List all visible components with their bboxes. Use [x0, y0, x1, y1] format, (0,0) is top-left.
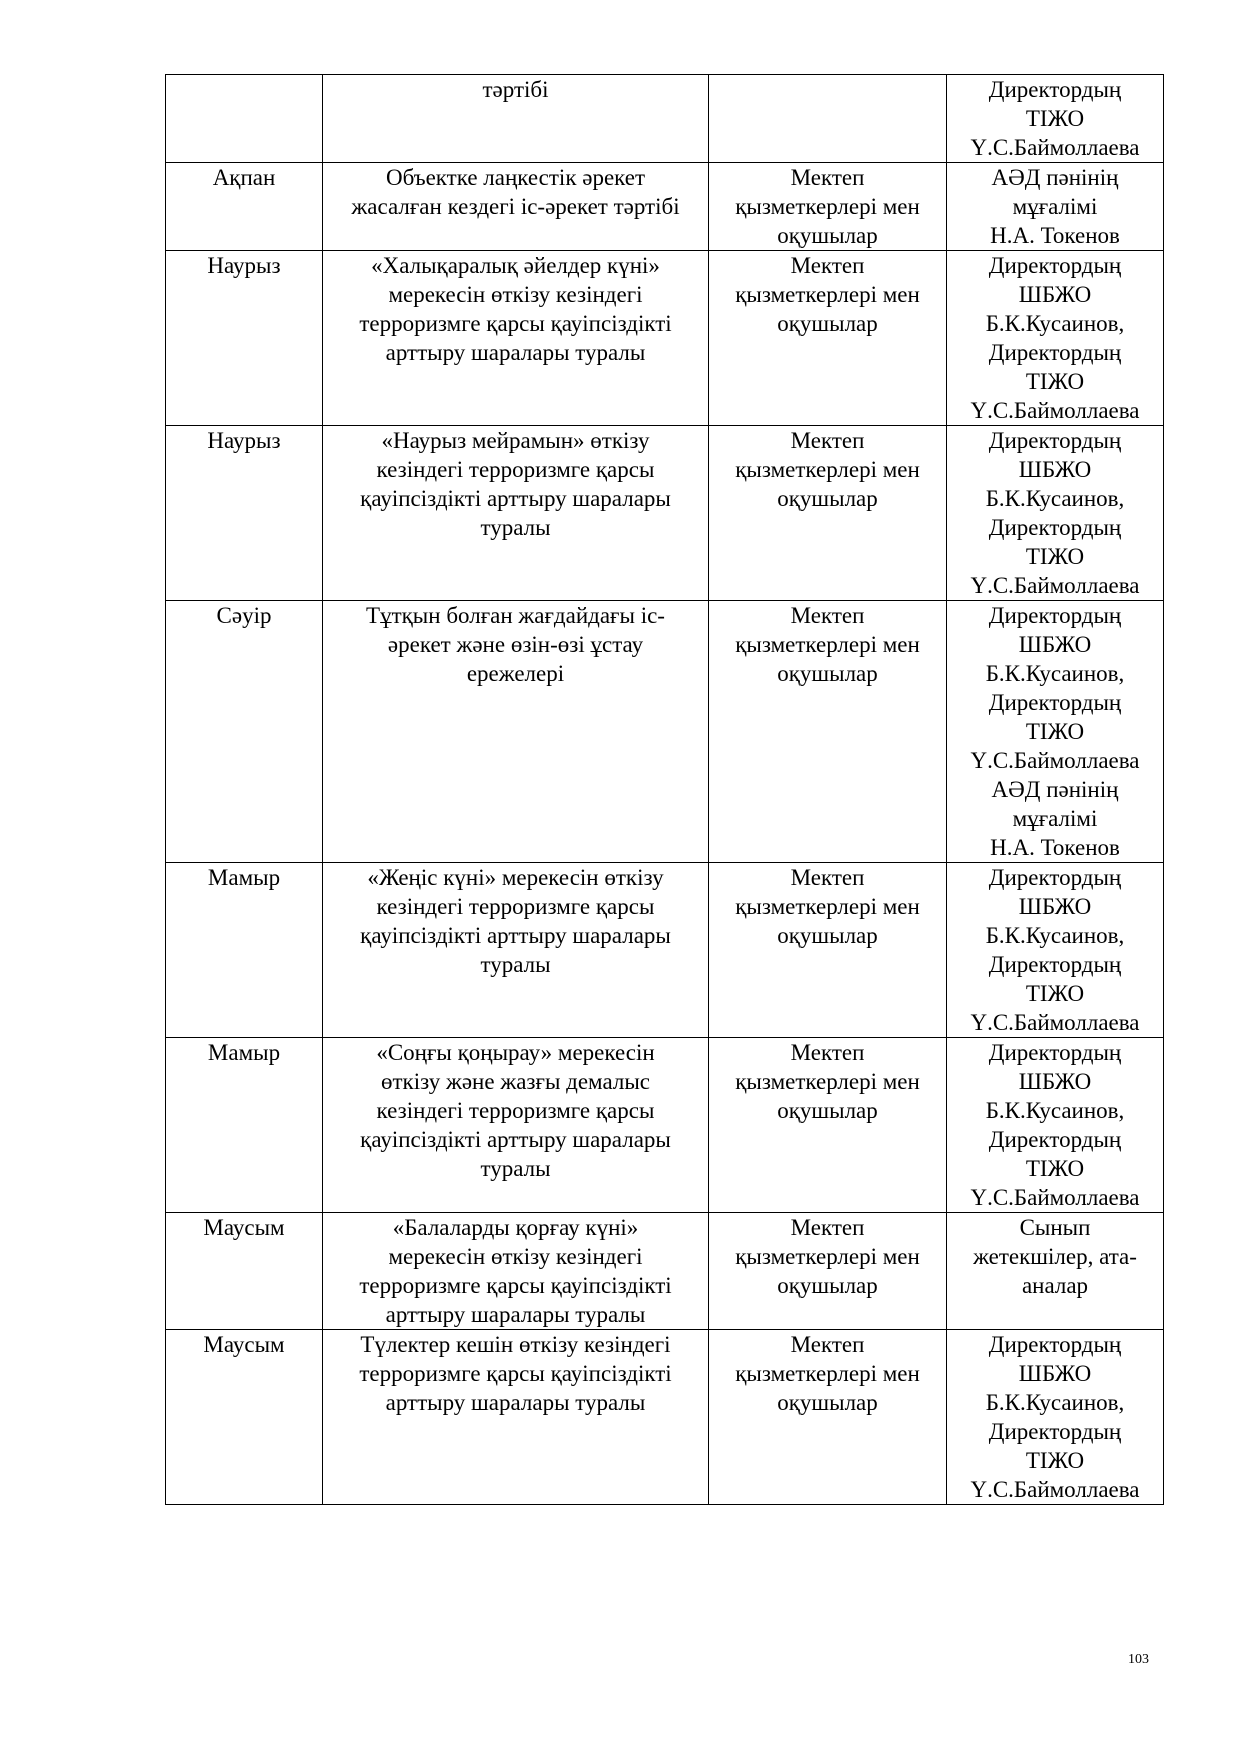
cell-line: жетекшілер, ата- — [973, 1244, 1137, 1269]
cell-line: туралы — [480, 1156, 551, 1181]
cell-line: Директордың — [988, 428, 1122, 453]
event-cell — [323, 601, 709, 863]
cell-line: өткізу және жазғы демалыс — [380, 1069, 650, 1094]
cell-line: Н.А. Токенов — [990, 223, 1120, 248]
cell-line: Мектеп — [790, 1332, 865, 1357]
responsible-cell — [947, 601, 1164, 863]
cell-line: кезіндегі терроризмге қарсы — [376, 894, 655, 919]
event-cell — [323, 1330, 709, 1505]
cell-line: арттыру шаралары туралы — [385, 340, 646, 365]
cell-line: қауіпсіздікті арттыру шаралары — [360, 486, 671, 511]
month-cell — [166, 426, 323, 601]
cell-line: Түлектер кешін өткізу кезіндегі — [360, 1332, 671, 1357]
month-cell — [166, 601, 323, 863]
cell-line: арттыру шаралары туралы — [385, 1390, 646, 1415]
cell-line: ТІЖО — [1025, 1156, 1085, 1181]
cell-line: Директордың — [988, 515, 1122, 540]
cell-line: оқушылар — [777, 486, 878, 511]
cell-line: «Соңғы қоңырау» мерекесін — [376, 1040, 655, 1065]
cell-line: қызметкерлері мен — [735, 632, 920, 657]
cell-line: қызметкерлері мен — [735, 457, 920, 482]
cell-line: Объектке лаңкестік әрекет — [385, 165, 646, 190]
cell-line: ТІЖО — [1025, 981, 1085, 1006]
participants-cell — [709, 1038, 947, 1213]
cell-line: қызметкерлері мен — [735, 1069, 920, 1094]
cell-line: қауіпсіздікті арттыру шаралары — [360, 923, 671, 948]
cell-line: қауіпсіздікті арттыру шаралары — [360, 1127, 671, 1152]
event-cell — [323, 1038, 709, 1213]
cell-line: Маусым — [203, 1332, 285, 1357]
cell-line: мұғалімі — [1012, 806, 1098, 831]
responsible-cell — [947, 251, 1164, 426]
participants-cell — [709, 1330, 947, 1505]
plan-table-body — [166, 75, 1164, 1505]
table-row — [166, 251, 1164, 426]
cell-line: «Наурыз мейрамын» өткізу — [381, 428, 650, 453]
cell-line: ТІЖО — [1025, 369, 1085, 394]
responsible-cell — [947, 1330, 1164, 1505]
cell-line: аналар — [1021, 1273, 1089, 1298]
cell-line: Сынып — [1019, 1215, 1091, 1240]
event-cell — [323, 75, 709, 163]
cell-line: Директордың — [988, 1127, 1122, 1152]
cell-line: кезіндегі терроризмге қарсы — [376, 1098, 655, 1123]
cell-line: АӘД пәнінің — [991, 777, 1119, 802]
responsible-cell — [947, 75, 1164, 163]
cell-line: Директордың — [988, 340, 1122, 365]
cell-line: Сәуір — [216, 603, 272, 628]
cell-line: әрекет және өзін-өзі ұстау — [387, 632, 644, 657]
cell-line: Наурыз — [207, 253, 281, 278]
cell-line: «Халықаралық әйелдер күні» — [371, 253, 660, 278]
cell-line: ТІЖО — [1025, 106, 1085, 131]
table-row — [166, 75, 1164, 163]
cell-line: терроризмге қарсы қауіпсіздікті — [359, 311, 672, 336]
participants-cell — [709, 601, 947, 863]
cell-line: Ақпан — [212, 165, 276, 190]
event-cell — [323, 163, 709, 251]
cell-line: Тұтқын болған жағдайдағы іс- — [366, 603, 665, 628]
cell-line: Мектеп — [790, 865, 865, 890]
month-cell — [166, 163, 323, 251]
cell-line: Ү.С.Баймоллаева — [970, 1477, 1140, 1502]
responsible-cell — [947, 426, 1164, 601]
cell-line: ережелері — [466, 661, 565, 686]
participants-cell — [709, 426, 947, 601]
responsible-cell — [947, 163, 1164, 251]
table-row — [166, 1213, 1164, 1330]
participants-cell — [709, 863, 947, 1038]
cell-line: мұғалімі — [1012, 194, 1098, 219]
cell-line: Мектеп — [790, 253, 865, 278]
cell-line: ТІЖО — [1025, 544, 1085, 569]
cell-line: Директордың — [988, 952, 1122, 977]
cell-line: кезіндегі терроризмге қарсы — [376, 457, 655, 482]
cell-line: Б.К.Кусаинов, — [985, 661, 1125, 686]
cell-line: Ү.С.Баймоллаева — [970, 748, 1140, 773]
cell-line: «Жеңіс күні» мерекесін өткізу — [367, 865, 664, 890]
cell-line: Директордың — [988, 1040, 1122, 1065]
cell-line: Ү.С.Баймоллаева — [970, 398, 1140, 423]
cell-line: оқушылар — [777, 661, 878, 686]
cell-line: қызметкерлері мен — [735, 1244, 920, 1269]
cell-line: АӘД пәнінің — [991, 165, 1119, 190]
cell-line: Мектеп — [790, 1215, 865, 1240]
month-cell — [166, 75, 323, 163]
cell-line: Ү.С.Баймоллаева — [970, 135, 1140, 160]
month-cell — [166, 863, 323, 1038]
table-row — [166, 601, 1164, 863]
responsible-cell — [947, 863, 1164, 1038]
cell-line: оқушылар — [777, 1390, 878, 1415]
cell-line: Мектеп — [790, 165, 865, 190]
cell-line: мерекесін өткізу кезіндегі — [388, 1244, 643, 1269]
cell-line: туралы — [480, 515, 551, 540]
cell-line: Директордың — [988, 603, 1122, 628]
cell-line: Б.К.Кусаинов, — [985, 486, 1125, 511]
cell-line: оқушылар — [777, 1273, 878, 1298]
cell-line: Директордың — [988, 1332, 1122, 1357]
participants-cell — [709, 75, 947, 163]
table-row — [166, 426, 1164, 601]
month-cell — [166, 1038, 323, 1213]
cell-line: Директордың — [988, 1419, 1122, 1444]
cell-line: терроризмге қарсы қауіпсіздікті — [359, 1273, 672, 1298]
cell-line: оқушылар — [777, 923, 878, 948]
cell-line: Ү.С.Баймоллаева — [970, 1185, 1140, 1210]
cell-line: оқушылар — [777, 223, 878, 248]
cell-line: ШБЖО — [1018, 632, 1092, 657]
cell-line: Директордың — [988, 77, 1122, 102]
cell-line: оқушылар — [777, 1098, 878, 1123]
cell-line: Ү.С.Баймоллаева — [970, 1010, 1140, 1035]
cell-line: қызметкерлері мен — [735, 1361, 920, 1386]
cell-line: ШБЖО — [1018, 457, 1092, 482]
month-cell — [166, 1330, 323, 1505]
cell-line: Б.К.Кусаинов, — [985, 1098, 1125, 1123]
cell-line: «Балаларды қорғау күні» — [392, 1215, 639, 1240]
table-row — [166, 1330, 1164, 1505]
cell-line: ТІЖО — [1025, 719, 1085, 744]
cell-line: ШБЖО — [1018, 1361, 1092, 1386]
cell-line: Наурыз — [207, 428, 281, 453]
responsible-cell — [947, 1038, 1164, 1213]
month-cell — [166, 251, 323, 426]
cell-line: ШБЖО — [1018, 1069, 1092, 1094]
cell-line: мерекесін өткізу кезіндегі — [388, 282, 643, 307]
event-cell — [323, 1213, 709, 1330]
cell-line: оқушылар — [777, 311, 878, 336]
cell-line: ШБЖО — [1018, 894, 1092, 919]
table-row — [166, 863, 1164, 1038]
cell-line: қызметкерлері мен — [735, 194, 920, 219]
cell-line: қызметкерлері мен — [735, 894, 920, 919]
cell-line: Мамыр — [207, 865, 281, 890]
cell-line: Н.А. Токенов — [990, 835, 1120, 860]
page-number: 103 — [1128, 1652, 1149, 1667]
cell-line: арттыру шаралары туралы — [385, 1302, 646, 1327]
responsible-cell — [947, 1213, 1164, 1330]
cell-line: Б.К.Кусаинов, — [985, 311, 1125, 336]
cell-line: ШБЖО — [1018, 282, 1092, 307]
cell-line: Директордың — [988, 253, 1122, 278]
cell-line: Мектеп — [790, 1040, 865, 1065]
table-row — [166, 163, 1164, 251]
cell-line: Директордың — [988, 690, 1122, 715]
cell-line: Ү.С.Баймоллаева — [970, 573, 1140, 598]
cell-line: ТІЖО — [1025, 1448, 1085, 1473]
participants-cell — [709, 251, 947, 426]
cell-line: қызметкерлері мен — [735, 282, 920, 307]
event-cell — [323, 426, 709, 601]
cell-line: Маусым — [203, 1215, 285, 1240]
cell-line: Мамыр — [207, 1040, 281, 1065]
participants-cell — [709, 1213, 947, 1330]
cell-line: Мектеп — [790, 603, 865, 628]
plan-table — [165, 74, 1164, 1505]
participants-cell — [709, 163, 947, 251]
cell-line: туралы — [480, 952, 551, 977]
cell-line: тәртібі — [482, 77, 549, 102]
cell-line: Мектеп — [790, 428, 865, 453]
event-cell — [323, 251, 709, 426]
cell-line: жасалған кездегі іс-әрекет тәртібі — [351, 194, 680, 219]
event-cell — [323, 863, 709, 1038]
cell-line: Б.К.Кусаинов, — [985, 923, 1125, 948]
cell-line: Директордың — [988, 865, 1122, 890]
cell-line: терроризмге қарсы қауіпсіздікті — [359, 1361, 672, 1386]
table-row — [166, 1038, 1164, 1213]
month-cell — [166, 1213, 323, 1330]
cell-line: Б.К.Кусаинов, — [985, 1390, 1125, 1415]
